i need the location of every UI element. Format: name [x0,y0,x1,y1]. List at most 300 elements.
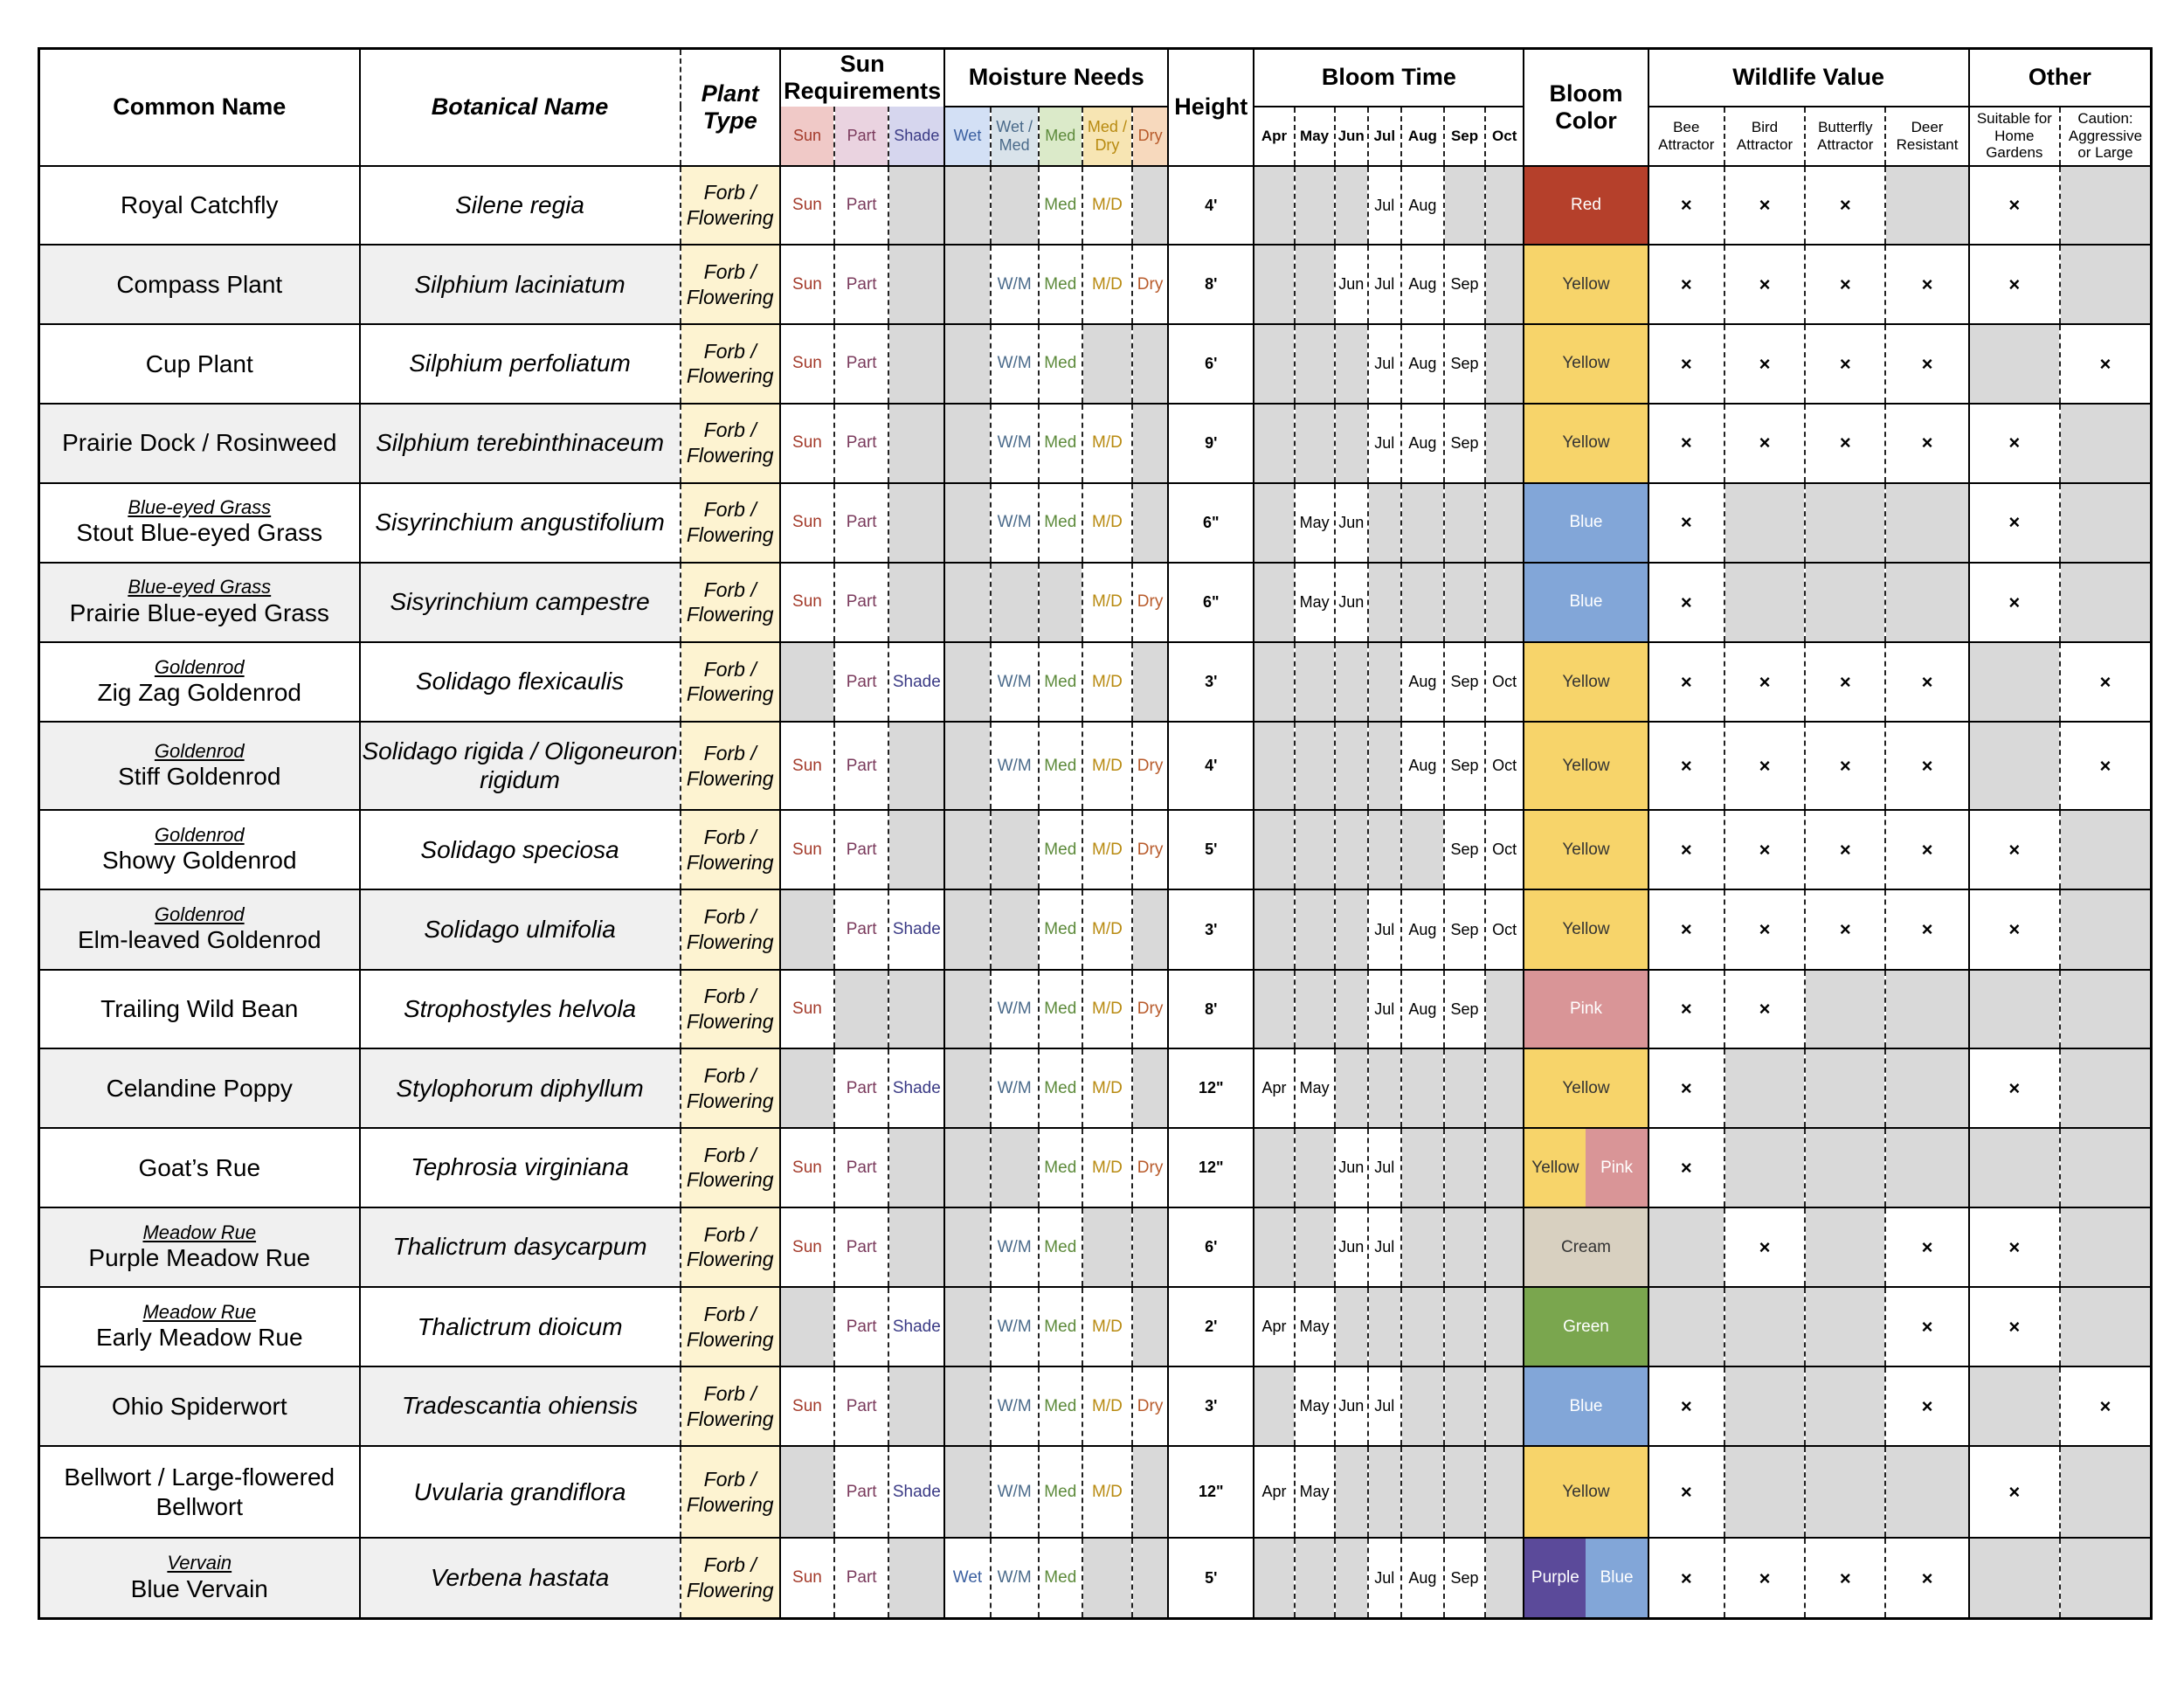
height: 6' [1168,324,1254,404]
plant-table [38,47,2153,1620]
header-height: Height [1168,49,1254,166]
header-sun-1: Part [834,107,888,166]
moisture-md [1082,1538,1132,1618]
wildlife-mark: × [1648,1128,1724,1207]
bloom-month [1295,1538,1335,1618]
botanical-name: Uvularia grandiflora [360,1446,681,1539]
common-name: Stiff Goldenrod [118,762,281,790]
moisture-wm: W/M [991,1207,1039,1287]
moisture-wet [944,642,990,722]
bloom-month [1485,970,1524,1049]
moisture-wet: Wet [944,1538,990,1618]
bloom-month: Aug [1401,1538,1444,1618]
common-name-cell [39,642,360,722]
bloom-month [1368,1287,1401,1366]
sun-shade [888,722,944,810]
sun-shade: Shade [888,1446,944,1539]
bloom-month: May [1295,1048,1335,1128]
bloom-month [1401,1128,1444,1207]
wildlife-mark: × [1648,1048,1724,1128]
moisture-wm: W/M [991,970,1039,1049]
wildlife-mark: × [1885,722,1968,810]
moisture-dry [1132,1446,1168,1539]
botanical-name: Silphium terebinthinaceum [360,404,681,483]
moisture-md: M/D [1082,483,1132,563]
moisture-md: M/D [1082,889,1132,969]
plant-type: Forb / Flowering [681,483,780,563]
bloom-month: Jun [1335,563,1368,642]
wildlife-mark [1885,970,1968,1049]
moisture-med: Med [1039,1128,1082,1207]
wildlife-mark: × [1885,889,1968,969]
wildlife-mark: × [1885,324,1968,404]
bloom-month [1485,245,1524,324]
moisture-wet [944,1287,990,1366]
moisture-wm: W/M [991,722,1039,810]
bloom-month [1368,642,1401,722]
wildlife-mark [1648,1207,1724,1287]
other-mark: × [1969,245,2060,324]
height: 12" [1168,1446,1254,1539]
table-row [39,642,2152,722]
bloom-month: Oct [1485,722,1524,810]
sun-sun: Sun [780,324,834,404]
bloom-month: Aug [1401,970,1444,1049]
bloom-month [1485,1128,1524,1207]
sun-part: Part [834,1207,888,1287]
sun-part: Part [834,324,888,404]
moisture-md: M/D [1082,404,1132,483]
other-mark [1969,642,2060,722]
common-name: Showy Goldenrod [101,847,297,875]
bloom-month [1444,166,1485,246]
bloom-month [1254,722,1294,810]
moisture-med: Med [1039,1287,1082,1366]
sun-shade: Shade [888,642,944,722]
plant-group: Goldenrod [154,823,245,846]
wildlife-mark: × [1724,810,1805,889]
bloom-color: Green [1524,1287,1648,1366]
moisture-wm: W/M [991,1446,1039,1539]
common-name: Early Meadow Rue [95,1323,303,1351]
bloom-month: Jun [1335,1366,1368,1446]
wildlife-mark [1724,483,1805,563]
moisture-wm: W/M [991,642,1039,722]
moisture-dry: Dry [1132,810,1168,889]
bloom-month [1254,642,1294,722]
other-mark [1969,1366,2060,1446]
height: 6" [1168,483,1254,563]
bloom-month: Aug [1401,642,1444,722]
sun-sun [780,642,834,722]
moisture-md: M/D [1082,642,1132,722]
common-name: Elm-leaved Goldenrod [77,926,321,954]
bloom-month: Jul [1368,1128,1401,1207]
table-row [39,483,2152,563]
other-mark [2060,483,2152,563]
botanical-name: Tephrosia virginiana [360,1128,681,1207]
header-month-6: Oct [1485,107,1524,166]
height: 12" [1168,1048,1254,1128]
bloom-month: Oct [1485,889,1524,969]
wildlife-mark: × [1724,642,1805,722]
bloom-month [1254,1538,1294,1618]
moisture-med: Med [1039,722,1082,810]
moisture-wet [944,245,990,324]
wildlife-mark: × [1724,1207,1805,1287]
bloom-color-part: Purple [1524,1539,1586,1617]
bloom-month [1485,1287,1524,1366]
other-mark: × [1969,1207,2060,1287]
bloom-color: Blue [1524,1366,1648,1446]
plant-type: Forb / Flowering [681,722,780,810]
height: 2' [1168,1287,1254,1366]
wildlife-mark [1724,1366,1805,1446]
bloom-month [1295,404,1335,483]
bloom-color: Yellow [1524,810,1648,889]
moisture-med: Med [1039,1366,1082,1446]
wildlife-mark: × [1724,1538,1805,1618]
wildlife-mark: × [1805,404,1885,483]
sun-shade [888,1207,944,1287]
wildlife-mark: × [1648,166,1724,246]
sun-shade: Shade [888,1048,944,1128]
plant-type: Forb / Flowering [681,642,780,722]
bloom-month [1401,1446,1444,1539]
bloom-month [1254,1207,1294,1287]
sun-shade [888,166,944,246]
header-moisture-1: Wet / Med [991,107,1039,166]
other-mark [2060,1287,2152,1366]
sun-sun: Sun [780,970,834,1049]
moisture-med: Med [1039,245,1082,324]
moisture-wm: W/M [991,1287,1039,1366]
moisture-dry: Dry [1132,1128,1168,1207]
header-plant-type: Plant Type [681,49,780,166]
table-row [39,722,2152,810]
common-name: Celandine Poppy [106,1074,293,1102]
plant-type: Forb / Flowering [681,1128,780,1207]
sun-part: Part [834,810,888,889]
moisture-md [1082,1207,1132,1287]
height: 3' [1168,889,1254,969]
moisture-med: Med [1039,1207,1082,1287]
bloom-month: Jun [1335,483,1368,563]
header-month-1: May [1295,107,1335,166]
header-moisture-0: Wet [944,107,990,166]
moisture-med: Med [1039,889,1082,969]
bloom-month: Sep [1444,642,1485,722]
wildlife-mark: × [1724,404,1805,483]
botanical-name: Sisyrinchium angustifolium [360,483,681,563]
wildlife-mark: × [1885,642,1968,722]
sun-part: Part [834,642,888,722]
plant-type: Forb / Flowering [681,245,780,324]
wildlife-mark [1805,1446,1885,1539]
other-mark: × [2060,324,2152,404]
bloom-month [1295,970,1335,1049]
sun-sun: Sun [780,166,834,246]
bloom-month [1401,1207,1444,1287]
header-moisture: Moisture Needs [944,49,1168,107]
wildlife-mark: × [1648,483,1724,563]
common-name-cell [39,1128,360,1207]
header-month-4: Aug [1401,107,1444,166]
sun-shade [888,970,944,1049]
height: 5' [1168,810,1254,889]
plant-group: Vervain [167,1552,232,1574]
height: 9' [1168,404,1254,483]
plant-type: Forb / Flowering [681,1287,780,1366]
common-name-cell [39,1446,360,1539]
bloom-month [1401,1287,1444,1366]
bloom-month [1485,483,1524,563]
sun-part: Part [834,1366,888,1446]
bloom-color [1524,1538,1648,1618]
common-name: Compass Plant [116,270,283,298]
moisture-med: Med [1039,483,1082,563]
bloom-color: Yellow [1524,642,1648,722]
other-mark [1969,722,2060,810]
common-name: Royal Catchfly [121,191,279,219]
bloom-month: May [1295,1287,1335,1366]
wildlife-mark: × [1724,889,1805,969]
other-mark [2060,970,2152,1049]
wildlife-mark: × [1648,642,1724,722]
table-row [39,1048,2152,1128]
bloom-month [1335,324,1368,404]
sun-shade [888,1366,944,1446]
bloom-month: Sep [1444,810,1485,889]
moisture-md: M/D [1082,810,1132,889]
height: 6' [1168,1207,1254,1287]
moisture-med [1039,563,1082,642]
botanical-name: Solidago flexicaulis [360,642,681,722]
wildlife-mark: × [1805,642,1885,722]
sun-sun: Sun [780,1207,834,1287]
moisture-md: M/D [1082,563,1132,642]
botanical-name: Strophostyles helvola [360,970,681,1049]
plant-type: Forb / Flowering [681,970,780,1049]
header-moisture-2: Med [1039,107,1082,166]
sun-sun: Sun [780,810,834,889]
common-name-cell [39,1366,360,1446]
bloom-month: Jul [1368,1207,1401,1287]
bloom-month [1401,563,1444,642]
header-wildlife: Wildlife Value [1648,49,1969,107]
moisture-wm [991,889,1039,969]
common-name-cell [39,810,360,889]
wildlife-mark: × [1648,563,1724,642]
sun-sun: Sun [780,563,834,642]
bloom-month [1335,810,1368,889]
moisture-wm [991,563,1039,642]
bloom-month [1485,404,1524,483]
botanical-name: Stylophorum diphyllum [360,1048,681,1128]
common-name: Blue Vervain [130,1574,268,1602]
table-row [39,563,2152,642]
wildlife-mark: × [1805,1538,1885,1618]
header-month-3: Jul [1368,107,1401,166]
header-moisture-4: Dry [1132,107,1168,166]
common-name: Trailing Wild Bean [100,995,299,1023]
bloom-month [1254,1128,1294,1207]
wildlife-mark [1805,970,1885,1049]
botanical-name: Thalictrum dasycarpum [360,1207,681,1287]
table-row [39,970,2152,1049]
common-name: Cup Plant [145,349,253,377]
wildlife-mark: × [1885,245,1968,324]
moisture-dry [1132,1538,1168,1618]
sun-shade [888,563,944,642]
bloom-month [1254,404,1294,483]
sun-part: Part [834,245,888,324]
bloom-month: Aug [1401,889,1444,969]
plant-group: Meadow Rue [142,1300,257,1323]
bloom-month: Sep [1444,722,1485,810]
other-mark [2060,1538,2152,1618]
height: 4' [1168,166,1254,246]
other-mark: × [1969,166,2060,246]
wildlife-mark: × [1648,245,1724,324]
other-mark: × [2060,1366,2152,1446]
moisture-wet [944,483,990,563]
wildlife-mark [1724,563,1805,642]
sun-sun [780,889,834,969]
bloom-month [1401,483,1444,563]
bloom-month: Aug [1401,404,1444,483]
moisture-wm [991,166,1039,246]
bloom-month [1444,1287,1485,1366]
common-name-cell [39,889,360,969]
bloom-color: Blue [1524,483,1648,563]
bloom-month: May [1295,563,1335,642]
table-row [39,1538,2152,1618]
bloom-month [1444,1366,1485,1446]
moisture-dry [1132,1287,1168,1366]
botanical-name: Solidago rigida / Oligoneuron rigidum [360,722,681,810]
bloom-color-split [1524,1539,1647,1617]
bloom-month [1485,1048,1524,1128]
wildlife-mark [1885,166,1968,246]
sun-sun: Sun [780,1538,834,1618]
bloom-color-split [1524,1129,1647,1207]
table-row [39,324,2152,404]
moisture-med: Med [1039,404,1082,483]
moisture-wm: W/M [991,1538,1039,1618]
header-bloom-color: Bloom Color [1524,49,1648,166]
header-other-1: Caution: Aggressive or Large [2060,107,2152,166]
common-name: Goat’s Rue [138,1153,261,1181]
wildlife-mark [1885,563,1968,642]
table-row [39,166,2152,246]
moisture-wm [991,1128,1039,1207]
wildlife-mark: × [1648,324,1724,404]
bloom-month [1254,810,1294,889]
bloom-month: Sep [1444,324,1485,404]
wildlife-mark: × [1805,245,1885,324]
moisture-dry [1132,166,1168,246]
moisture-md: M/D [1082,1128,1132,1207]
height: 6" [1168,563,1254,642]
other-mark: × [1969,483,2060,563]
bloom-month [1368,722,1401,810]
moisture-wm: W/M [991,324,1039,404]
sun-shade [888,483,944,563]
moisture-wm: W/M [991,245,1039,324]
sun-shade [888,1128,944,1207]
header-month-2: Jun [1335,107,1368,166]
bloom-month [1295,889,1335,969]
bloom-month: Sep [1444,404,1485,483]
header-other: Other [1969,49,2152,107]
bloom-month [1368,1048,1401,1128]
other-mark: × [1969,1048,2060,1128]
bloom-month [1254,563,1294,642]
moisture-wm: W/M [991,483,1039,563]
moisture-wm: W/M [991,404,1039,483]
table-row [39,1287,2152,1366]
bloom-color: Yellow [1524,722,1648,810]
common-name-cell [39,722,360,810]
other-mark [2060,1207,2152,1287]
wildlife-mark: × [1805,810,1885,889]
wildlife-mark: × [1648,1366,1724,1446]
sun-part: Part [834,1128,888,1207]
bloom-color: Pink [1524,970,1648,1049]
bloom-month [1444,1446,1485,1539]
height: 3' [1168,642,1254,722]
wildlife-mark: × [1885,404,1968,483]
wildlife-mark [1724,1446,1805,1539]
bloom-month: Jun [1335,245,1368,324]
bloom-month [1254,483,1294,563]
other-mark: × [1969,1446,2060,1539]
table-row [39,1207,2152,1287]
plant-group: Goldenrod [154,655,245,678]
bloom-month [1295,642,1335,722]
moisture-md: M/D [1082,970,1132,1049]
sun-part: Part [834,166,888,246]
moisture-md: M/D [1082,1048,1132,1128]
bloom-color: Cream [1524,1207,1648,1287]
bloom-month [1335,642,1368,722]
common-name-cell [39,970,360,1049]
sun-part: Part [834,1287,888,1366]
bloom-month [1254,1366,1294,1446]
bloom-month [1368,1446,1401,1539]
other-mark [1969,1538,2060,1618]
bloom-month [1335,1287,1368,1366]
bloom-month [1295,1207,1335,1287]
bloom-month [1335,722,1368,810]
header-wildlife-2: Butterfly Attractor [1805,107,1885,166]
wildlife-mark: × [1885,810,1968,889]
botanical-name: Silphium laciniatum [360,245,681,324]
moisture-md: M/D [1082,1287,1132,1366]
plant-type: Forb / Flowering [681,1048,780,1128]
bloom-month [1485,324,1524,404]
wildlife-mark: × [1805,166,1885,246]
common-name-cell [39,166,360,246]
moisture-dry: Dry [1132,970,1168,1049]
plant-type: Forb / Flowering [681,1207,780,1287]
plant-type: Forb / Flowering [681,1366,780,1446]
common-name: Prairie Dock / Rosinweed [62,429,337,457]
bloom-color: Yellow [1524,889,1648,969]
moisture-med: Med [1039,324,1082,404]
bloom-month [1295,324,1335,404]
